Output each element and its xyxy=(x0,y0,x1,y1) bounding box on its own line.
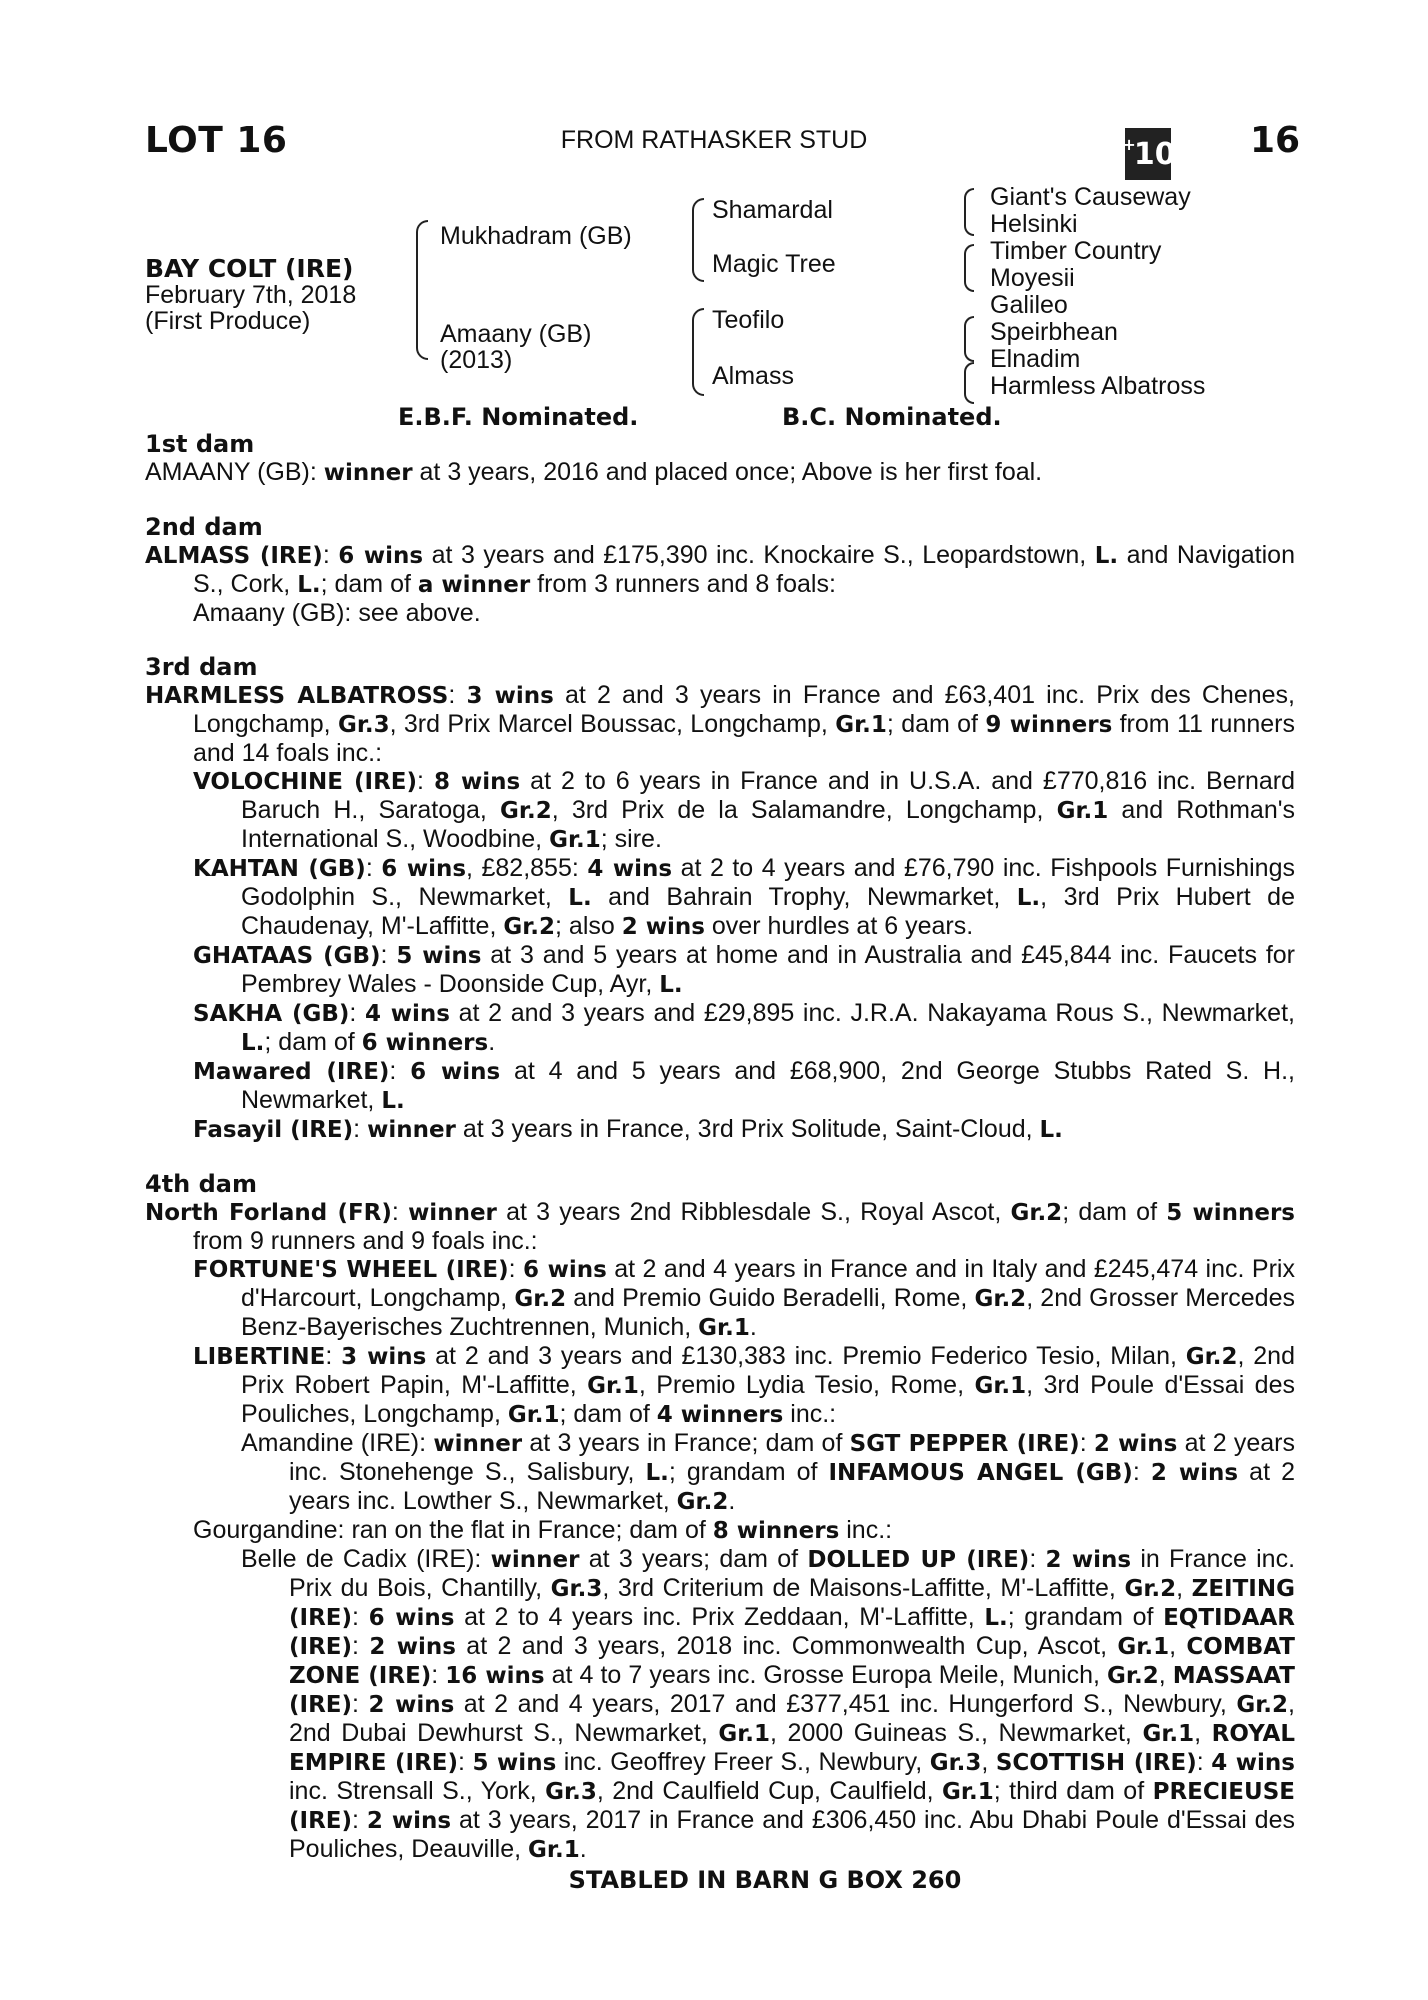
text: , £82,855: xyxy=(466,854,588,882)
bold-text: Gr.2 xyxy=(676,1489,729,1515)
text: : xyxy=(352,1632,370,1660)
text: ; dam of xyxy=(886,710,986,738)
bold-text: SAKHA (GB) xyxy=(193,1001,350,1027)
text: at 3 years in France; dam of xyxy=(522,1429,850,1457)
bold-text: L. xyxy=(659,972,683,998)
bold-text: ZEITING (IRE) xyxy=(289,1576,1295,1631)
text: at 3 years 2nd Ribblesdale S., Royal Ascot, xyxy=(496,1198,1011,1226)
pedigree-entry xyxy=(145,1516,1295,1545)
text: in France inc. Prix du Bois, Chantilly, xyxy=(289,1545,1296,1602)
dam-year: (2013) xyxy=(440,346,513,374)
bold-text: 16 wins xyxy=(445,1663,545,1689)
bold-text: 8 winners xyxy=(712,1518,840,1544)
produce-note: (First Produce) xyxy=(145,307,311,335)
text: : xyxy=(1029,1545,1046,1573)
pedigree-entry xyxy=(145,458,1295,487)
bold-text: Gr.1 xyxy=(698,1315,750,1341)
text: , 2nd Prix Robert Papin, M'-Laffitte, xyxy=(241,1342,1295,1399)
text: at 3 years in France, 3rd Prix Solitude, Saint-Cloud, xyxy=(455,1115,1040,1143)
bold-text: L. xyxy=(1016,885,1041,911)
text: at 2 and 4 years, 2017 and £377,451 inc. Hungerford S., Newbury, xyxy=(454,1690,1237,1718)
bold-text: winner xyxy=(408,1200,497,1226)
bold-text: winner xyxy=(433,1431,523,1457)
text: : xyxy=(1196,1748,1212,1776)
badge-value: 10 xyxy=(1133,136,1176,172)
text: Gourgandine: ran on the flat in France; dam of xyxy=(193,1516,713,1544)
bold-text: 4 wins xyxy=(1211,1750,1295,1776)
badge-plus: + xyxy=(1122,134,1136,154)
text: . xyxy=(579,1835,587,1863)
bold-text: North Forland (FR) xyxy=(145,1200,392,1226)
text: , 3rd Prix Hubert de Chaudenay, M'-Laffitte, xyxy=(241,883,1295,940)
text: over hurdles at 6 years. xyxy=(704,912,974,940)
text: : xyxy=(1079,1429,1094,1457)
text: : xyxy=(352,1806,367,1834)
text: , xyxy=(1176,1574,1192,1602)
pedigree-entry xyxy=(145,1342,1295,1429)
text: ; dam of xyxy=(320,570,418,598)
pedigree-brace xyxy=(964,362,974,404)
text: : xyxy=(352,1603,369,1631)
bold-text: Gr.2 xyxy=(974,1286,1027,1312)
text: from 9 runners and 9 foals inc.: xyxy=(193,1227,538,1255)
bold-text: 2 wins xyxy=(369,1634,456,1660)
family-sections xyxy=(145,430,1295,1894)
bold-text: Gr.1 xyxy=(587,1373,639,1399)
bold-text: Gr.2 xyxy=(500,798,552,824)
text: at 2 to 6 years in France and in U.S.A. and £770,816 inc. Bernard Baruch H., Saratoga, xyxy=(241,767,1295,824)
text: at 2 years inc. Lowther S., Newmarket, xyxy=(289,1458,1295,1515)
bold-text: Gr.1 xyxy=(1142,1721,1195,1747)
bold-text: Gr.2 xyxy=(1236,1692,1289,1718)
bc-nomination: B.C. Nominated. xyxy=(782,403,1002,431)
foaling-date: February 7th, 2018 xyxy=(145,281,357,309)
text: : xyxy=(352,1690,369,1718)
text: and Rothman's International S., Woodbine, xyxy=(241,796,1296,853)
sire-sire: Shamardal xyxy=(712,196,833,224)
text: and Premio Guido Beradelli, Rome, xyxy=(566,1284,975,1312)
bold-text: GHATAAS (GB) xyxy=(193,943,381,969)
bold-text: PRECIEUSE (IRE) xyxy=(289,1779,1295,1834)
pedigree-brace xyxy=(692,308,704,396)
pedigree-entry xyxy=(145,1255,1295,1342)
bold-text: Gr.1 xyxy=(528,1837,580,1863)
bold-text: Gr.1 xyxy=(549,827,601,853)
bold-text: Gr.2 xyxy=(1185,1344,1238,1370)
bold-text: Gr.3 xyxy=(929,1750,982,1776)
text: at 2 and 3 years, 2018 inc. Commonwealth Cup, Ascot, xyxy=(455,1632,1118,1660)
text: , xyxy=(1169,1632,1187,1660)
text: : xyxy=(458,1748,473,1776)
pedigree-entry xyxy=(145,541,1295,599)
text: , xyxy=(1158,1661,1173,1689)
sire: Mukhadram (GB) xyxy=(440,222,632,250)
text: ; grandam of xyxy=(668,1458,829,1486)
lot-number: 16 xyxy=(1250,120,1301,161)
text: at 3 years; dam of xyxy=(579,1545,808,1573)
pedigree-entry xyxy=(145,1545,1295,1864)
pedigree-entry xyxy=(145,767,1295,854)
pedigree-entry xyxy=(145,599,1295,627)
bold-text: Gr.2 xyxy=(1010,1200,1063,1226)
text: , 3rd Prix Marcel Boussac, Longchamp, xyxy=(389,710,836,738)
bold-text: 2 wins xyxy=(1150,1460,1239,1486)
ancestor: Helsinki xyxy=(990,210,1078,238)
text: . xyxy=(728,1487,736,1515)
text: ; also xyxy=(555,912,622,940)
ebf-nomination: E.B.F. Nominated. xyxy=(398,403,639,431)
text: at 2 and 3 years and £29,895 inc. J.R.A. Nakayama Rous S., Newmarket, xyxy=(449,999,1295,1027)
bold-text: Gr.3 xyxy=(550,1576,603,1602)
text: , xyxy=(1194,1719,1212,1747)
ancestor: Moyesii xyxy=(990,264,1075,292)
ancestor: Timber Country xyxy=(990,237,1162,265)
bold-text: a winner xyxy=(417,572,531,598)
bold-text: 2 wins xyxy=(1045,1547,1132,1573)
bold-text: 3 wins xyxy=(466,683,554,709)
bold-text: Gr.3 xyxy=(337,712,390,738)
bold-text: L. xyxy=(241,1030,265,1056)
text: : xyxy=(322,541,339,569)
bold-text: winner xyxy=(367,1117,456,1143)
bold-text: 2 wins xyxy=(368,1692,455,1718)
ancestor: Elnadim xyxy=(990,345,1081,373)
bold-text: 5 wins xyxy=(396,943,482,969)
bold-text: winner xyxy=(490,1547,580,1573)
vendor-name: FROM RATHASKER STUD xyxy=(560,126,868,154)
bold-text: L. xyxy=(568,885,592,911)
text: at 2 and 3 years in France and £63,401 inc. Prix des Chenes, Longchamp, xyxy=(193,681,1295,738)
section-title: 4th dam xyxy=(145,1170,257,1198)
text: , 2nd Caulfield Cup, Caulfield, xyxy=(596,1777,943,1805)
text: at 3 years, 2017 in France and £306,450 inc. Abu Dhabi Poule d'Essai des Pouliches, Deauville, xyxy=(289,1806,1295,1863)
text: ; sire. xyxy=(600,825,662,853)
bold-text: 3 wins xyxy=(341,1344,427,1370)
pedigree-brace xyxy=(964,244,974,292)
text: , xyxy=(981,1748,996,1776)
bold-text: 6 wins xyxy=(381,856,467,882)
text: at 2 and 4 years in France and in Italy and £245,474 inc. Prix d'Harcourt, Longchamp, xyxy=(241,1255,1295,1312)
bold-text: 5 winners xyxy=(1166,1200,1295,1226)
text: at 2 to 4 years inc. Prix Zeddaan, M'-Laffitte, xyxy=(454,1603,985,1631)
text: ; dam of xyxy=(264,1028,362,1056)
bold-text: HARMLESS ALBATROSS xyxy=(145,683,449,709)
text: inc.: xyxy=(839,1516,893,1544)
bold-text: L. xyxy=(1039,1117,1063,1143)
bold-text: Gr.1 xyxy=(1117,1634,1170,1660)
bold-text: 8 wins xyxy=(433,769,521,795)
text: : xyxy=(380,941,397,969)
bold-text: winner xyxy=(323,460,413,486)
dam: Amaany (GB) xyxy=(440,320,592,348)
pedigree-brace xyxy=(964,316,974,362)
bold-text: L. xyxy=(645,1460,669,1486)
text: from 11 runners and 14 foals inc.: xyxy=(193,710,1295,767)
bold-text: FORTUNE'S WHEEL (IRE) xyxy=(193,1257,509,1283)
bold-text: 5 wins xyxy=(472,1750,557,1776)
bold-text: 4 wins xyxy=(365,1001,450,1027)
bold-text: Gr.1 xyxy=(974,1373,1027,1399)
bold-text: DOLLED UP (IRE) xyxy=(807,1547,1030,1573)
text: Belle de Cadix (IRE): xyxy=(241,1545,491,1573)
bold-text: 6 wins xyxy=(523,1257,607,1283)
text: , 2nd Grosser Mercedes Benz-Bayerisches Zuchtrennen, Munich, xyxy=(241,1284,1295,1341)
pedigree-entry xyxy=(145,1057,1295,1115)
bold-text: Gr.1 xyxy=(1056,798,1109,824)
text: AMAANY (GB): xyxy=(145,458,324,486)
bold-text: LIBERTINE xyxy=(193,1344,326,1370)
text: inc. Strensall S., York, xyxy=(289,1777,546,1805)
bold-text: Gr.1 xyxy=(718,1721,771,1747)
bold-text: INFAMOUS ANGEL (GB) xyxy=(828,1460,1133,1486)
text: : xyxy=(389,1057,411,1085)
pedigree-brace xyxy=(692,198,704,282)
text: Amaany (GB): see above. xyxy=(193,599,481,627)
text: , 3rd Prix de la Salamandre, Longchamp, xyxy=(551,796,1057,824)
text: . xyxy=(749,1313,757,1341)
text: at 3 years, 2016 and placed once; Above is her first foal. xyxy=(412,458,1043,486)
pedigree-brace xyxy=(416,220,428,360)
text: , 2nd Dubai Dewhurst S., Newmarket, xyxy=(289,1690,1295,1747)
pedigree-entry xyxy=(145,1429,1295,1516)
text: ; grandam of xyxy=(1007,1603,1164,1631)
text: ; dam of xyxy=(1062,1198,1167,1226)
ancestor: Speirbhean xyxy=(990,318,1118,346)
text: : xyxy=(353,1115,368,1143)
section-title: 2nd dam xyxy=(145,513,263,541)
text: : xyxy=(431,1661,446,1689)
bold-text: Gr.2 xyxy=(514,1286,567,1312)
bold-text: COMBAT ZONE (IRE) xyxy=(289,1634,1295,1689)
bold-text: 6 wins xyxy=(368,1605,455,1631)
sire-dam: Magic Tree xyxy=(712,250,836,278)
dam-dam: Almass xyxy=(712,362,794,390)
bold-text: MASSAAT (IRE) xyxy=(289,1663,1295,1718)
text: from 3 runners and 8 foals: xyxy=(530,570,836,598)
bold-text: Gr.1 xyxy=(942,1779,994,1805)
dam-sire: Teofilo xyxy=(712,306,785,334)
text: at 2 and 3 years and £130,383 inc. Premio Federico Tesio, Milan, xyxy=(426,1342,1186,1370)
text: and Bahrain Trophy, Newmarket, xyxy=(591,883,1017,911)
bold-text: Gr.1 xyxy=(835,712,887,738)
bold-text: 6 winners xyxy=(361,1030,489,1056)
text: , 2000 Guineas S., Newmarket, xyxy=(770,1719,1143,1747)
lot-label: LOT 16 xyxy=(145,120,288,161)
bold-text: Gr.1 xyxy=(507,1402,560,1428)
bold-text: 9 winners xyxy=(985,712,1113,738)
text: Amandine (IRE): xyxy=(241,1429,434,1457)
bold-text: 2 wins xyxy=(1093,1431,1178,1457)
text: ; third dam of xyxy=(993,1777,1153,1805)
ancestor: Giant's Causeway xyxy=(990,183,1191,211)
text: at 4 to 7 years inc. Grosse Europa Meile, Munich, xyxy=(544,1661,1108,1689)
text: . xyxy=(488,1028,496,1056)
bold-text: L. xyxy=(984,1605,1008,1631)
pedigree-entry xyxy=(145,1198,1295,1255)
text: inc.: xyxy=(783,1400,837,1428)
text: inc. Geoffrey Freer S., Newbury, xyxy=(556,1748,930,1776)
text: at 2 to 4 years and £76,790 inc. Fishpools Furnishings Godolphin S., Newmarket, xyxy=(241,854,1295,911)
pedigree-entry xyxy=(145,941,1295,999)
pedigree-entry xyxy=(145,1115,1295,1144)
bold-text: EQTIDAAR (IRE) xyxy=(289,1605,1295,1660)
text: at 4 and 5 years and £68,900, 2nd George Stubbs Rated S. H., Newmarket, xyxy=(241,1057,1295,1114)
text: , 3rd Criterium de Maisons-Laffitte, M'-Laffitte, xyxy=(602,1574,1125,1602)
bold-text: Gr.2 xyxy=(1124,1576,1177,1602)
text: : xyxy=(417,767,434,795)
bold-text: Gr.2 xyxy=(503,914,556,940)
bold-text: KAHTAN (GB) xyxy=(193,856,366,882)
bold-text: SCOTTISH (IRE) xyxy=(995,1750,1197,1776)
bold-text: ALMASS (IRE) xyxy=(145,543,323,569)
text: at 2 years inc. Stonehenge S., Salisbury, xyxy=(289,1429,1295,1486)
bold-text: Fasayil (IRE) xyxy=(193,1117,354,1143)
bold-text: 4 wins xyxy=(587,856,673,882)
section-title: 3rd dam xyxy=(145,653,258,681)
text: : xyxy=(325,1342,342,1370)
bold-text: Mawared (IRE) xyxy=(193,1059,390,1085)
bold-text: ROYAL EMPIRE (IRE) xyxy=(289,1721,1295,1776)
pedigree-entry xyxy=(145,999,1295,1057)
ancestor: Harmless Albatross xyxy=(990,372,1206,400)
bold-text: 6 wins xyxy=(410,1059,501,1085)
bold-text: 4 winners xyxy=(656,1402,784,1428)
text: : xyxy=(349,999,366,1027)
text: : xyxy=(448,681,467,709)
horse-name: BAY COLT (IRE) xyxy=(145,254,354,283)
pedigree-chart xyxy=(0,180,1428,440)
text: : xyxy=(508,1255,524,1283)
bold-text: SGT PEPPER (IRE) xyxy=(849,1431,1080,1457)
section-title: 1st dam xyxy=(145,430,255,458)
text: , 3rd Poule d'Essai des Pouliches, Longchamp, xyxy=(241,1371,1295,1428)
ancestor: Galileo xyxy=(990,291,1068,319)
text: and Navigation S., Cork, xyxy=(193,541,1295,598)
text: at 3 years and £175,390 inc. Knockaire S., Leopardstown, xyxy=(423,541,1095,569)
pedigree-entry xyxy=(145,854,1295,941)
text: : xyxy=(1132,1458,1151,1486)
text: : xyxy=(391,1198,409,1226)
bold-text: 2 wins xyxy=(366,1808,452,1834)
bold-text: Gr.2 xyxy=(1107,1663,1159,1689)
text: at 3 and 5 years at home and in Australia and £45,844 inc. Faucets for Pembrey Wales - Doonside Cup, Ayr, xyxy=(241,941,1295,998)
bold-text: 2 wins xyxy=(621,914,705,940)
text: , Premio Lydia Tesio, Rome, xyxy=(638,1371,975,1399)
bold-text: L. xyxy=(1094,543,1119,569)
bold-text: L. xyxy=(381,1088,405,1114)
plus-10-badge-icon xyxy=(1122,128,1176,180)
bold-text: Gr.3 xyxy=(545,1779,597,1805)
bold-text: VOLOCHINE (IRE) xyxy=(193,769,418,795)
bold-text: 6 wins xyxy=(338,543,424,569)
pedigree-entry xyxy=(145,681,1295,767)
text: ; dam of xyxy=(559,1400,657,1428)
pedigree-brace xyxy=(964,188,974,236)
stabled-location: STABLED IN BARN G BOX 260 xyxy=(568,1866,962,1894)
bold-text: L. xyxy=(297,572,321,598)
text: : xyxy=(365,854,382,882)
